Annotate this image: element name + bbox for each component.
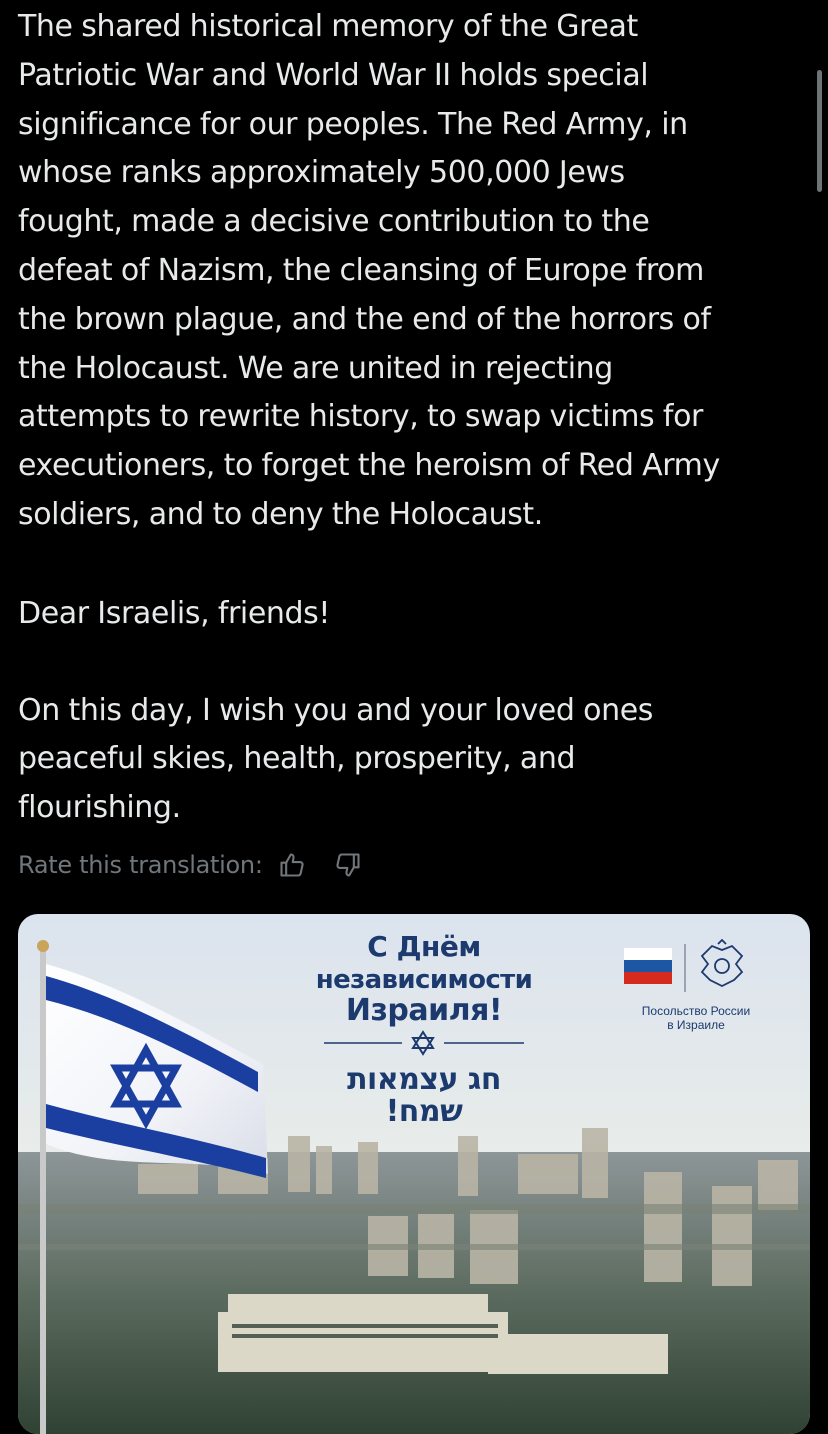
russian-headline-line-3: Израиля!: [345, 993, 503, 1028]
tweet-text: [18, 0, 803, 833]
tweet-paragraph-3: On this day, I wish you and your loved ones peaceful skies, health, prosperity, and flourishing.: [18, 692, 653, 826]
thumbs-down-icon: [334, 851, 362, 879]
thumbs-down-button[interactable]: [331, 848, 365, 882]
image-headline: [304, 914, 544, 1134]
thumbs-up-icon: [278, 851, 306, 879]
hebrew-headline-line-1: חג עצמאות: [347, 1062, 501, 1097]
translation-rating: [18, 846, 365, 884]
russian-headline-line-1: С Днём: [367, 930, 481, 963]
thumbs-up-button[interactable]: [275, 848, 309, 882]
post-image[interactable]: [18, 914, 810, 1434]
embassy-name-line-2: в Израиле: [667, 1018, 725, 1032]
tweet-paragraph-1: The shared historical memory of the Great Patriotic War and World War II holds special significance for our peoples. The Red Army, in whose ranks approximately 500,000 Jews fought, made a decisive contribution to the defeat of Nazism, the cleansing of Europe from the brown plague, and the end of the horrors of the Holocaust. We are united in rejecting attempts to rewrite history, to swap victims for executioners, to forget the heroism of Red Army soldiers, and to deny the Holocaust.: [18, 9, 720, 532]
hebrew-headline-line-2: שמח!: [385, 1094, 463, 1129]
scrollbar-thumb[interactable]: [817, 70, 822, 192]
russian-headline-line-2: независимости: [315, 965, 533, 995]
rate-translation-label: Rate this translation:: [18, 851, 263, 879]
tweet-paragraph-2: Dear Israelis, friends!: [18, 595, 331, 631]
embassy-name-line-1: Посольство России: [641, 1004, 751, 1018]
embassy-name: [614, 1004, 778, 1032]
